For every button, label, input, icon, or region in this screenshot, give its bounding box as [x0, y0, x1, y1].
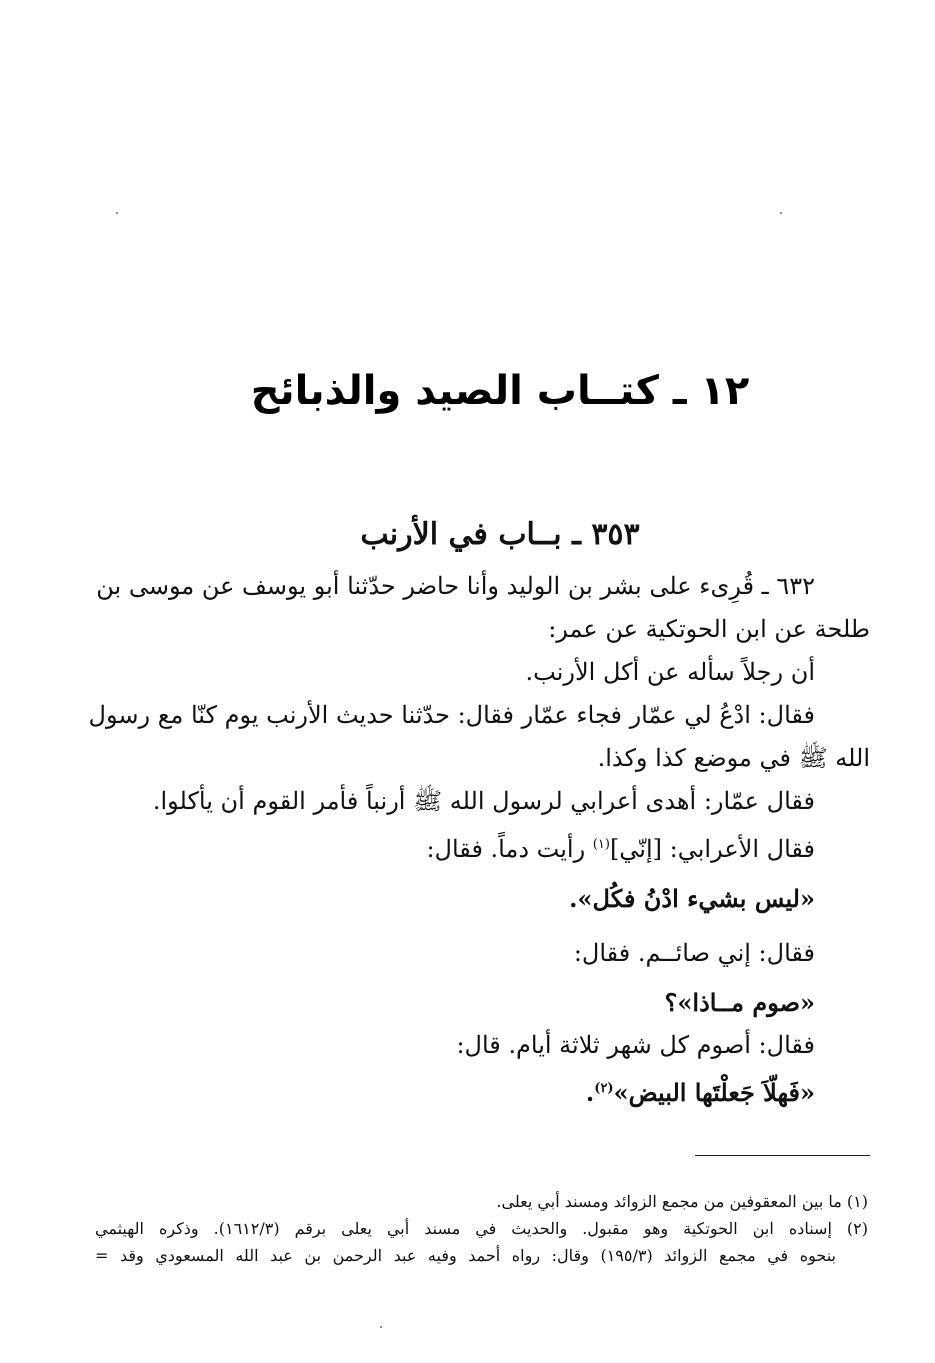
footnote-2-continued: بنحوه في مجمع الزوائد (١٩٥/٣) وقال: رواه أحمد وفيه عبد الرحمن بن عبد الله المسعودي وقد =	[95, 1246, 836, 1265]
scan-speck	[780, 212, 782, 214]
hadith-line	[120, 823, 815, 871]
footnote-marker: (١)	[592, 837, 610, 852]
hadith-line: ٦٣٢ ـ قُرِىء على بشر بن الوليد وأنا حاضر حدّثنا أبو يوسف عن موسى بن	[96, 572, 815, 600]
footnote-marker: (٢)	[594, 1081, 614, 1096]
book-title: ١٢ ـ كتــاب الصيد والذبائح	[250, 368, 750, 414]
hadith-line: فقال: ادْعُ لي عمّار فجاء عمّار فقال: حدّثنا حديث الأرنب يوم كنّا مع رسول	[88, 701, 815, 729]
quote-text: «فَهلّاَ جَعلْتَها البيض»	[613, 1078, 815, 1107]
prophet-quote: «ليس بشيء ادْنُ فكُل».	[569, 884, 815, 913]
hadith-line: الله ﷺ في موضع كذا وكذا.	[597, 744, 870, 772]
hadith-text	[88, 565, 870, 1114]
footnotes	[95, 1188, 868, 1269]
scan-speck	[116, 212, 118, 214]
hadith-line: فقال عمّار: أهدى أعرابي لرسول الله ﷺ أرنباً فأمر القوم أن يأكلوا.	[152, 787, 815, 815]
hadith-text-span: فقال الأعرابي: [إنّي]	[609, 835, 815, 863]
prophet-quote	[120, 1067, 815, 1114]
footnote-2: (٢) إسناده ابن الحوتكية وهو مقبول. والحديث في مسند أبي يعلى برقم (١٦١٢/٣). وذكره الهيثمي	[95, 1219, 868, 1238]
chapter-title: ٣٥٣ ـ بــاب في الأرنب	[360, 517, 640, 552]
footnote-separator	[695, 1155, 870, 1156]
prophet-quote: «صوم مــاذا»؟	[664, 988, 815, 1017]
hadith-line: فقال: إني صائــم. فقال:	[573, 939, 815, 967]
quote-end: .	[585, 1078, 595, 1107]
footnote-1: (١) ما بين المعقوفين من مجمع الزوائد ومسند أبي يعلى.	[496, 1192, 868, 1211]
hadith-line: أن رجلاً سأله عن أكل الأرنب.	[525, 658, 815, 686]
hadith-line: طلحة عن ابن الحوتكية عن عمر:	[548, 615, 870, 643]
hadith-line: فقال: أصوم كل شهر ثلاثة أيام. قال:	[456, 1031, 815, 1059]
scan-speck	[380, 1326, 382, 1328]
hadith-text-span: رأيت دماً. فقال:	[426, 835, 593, 863]
